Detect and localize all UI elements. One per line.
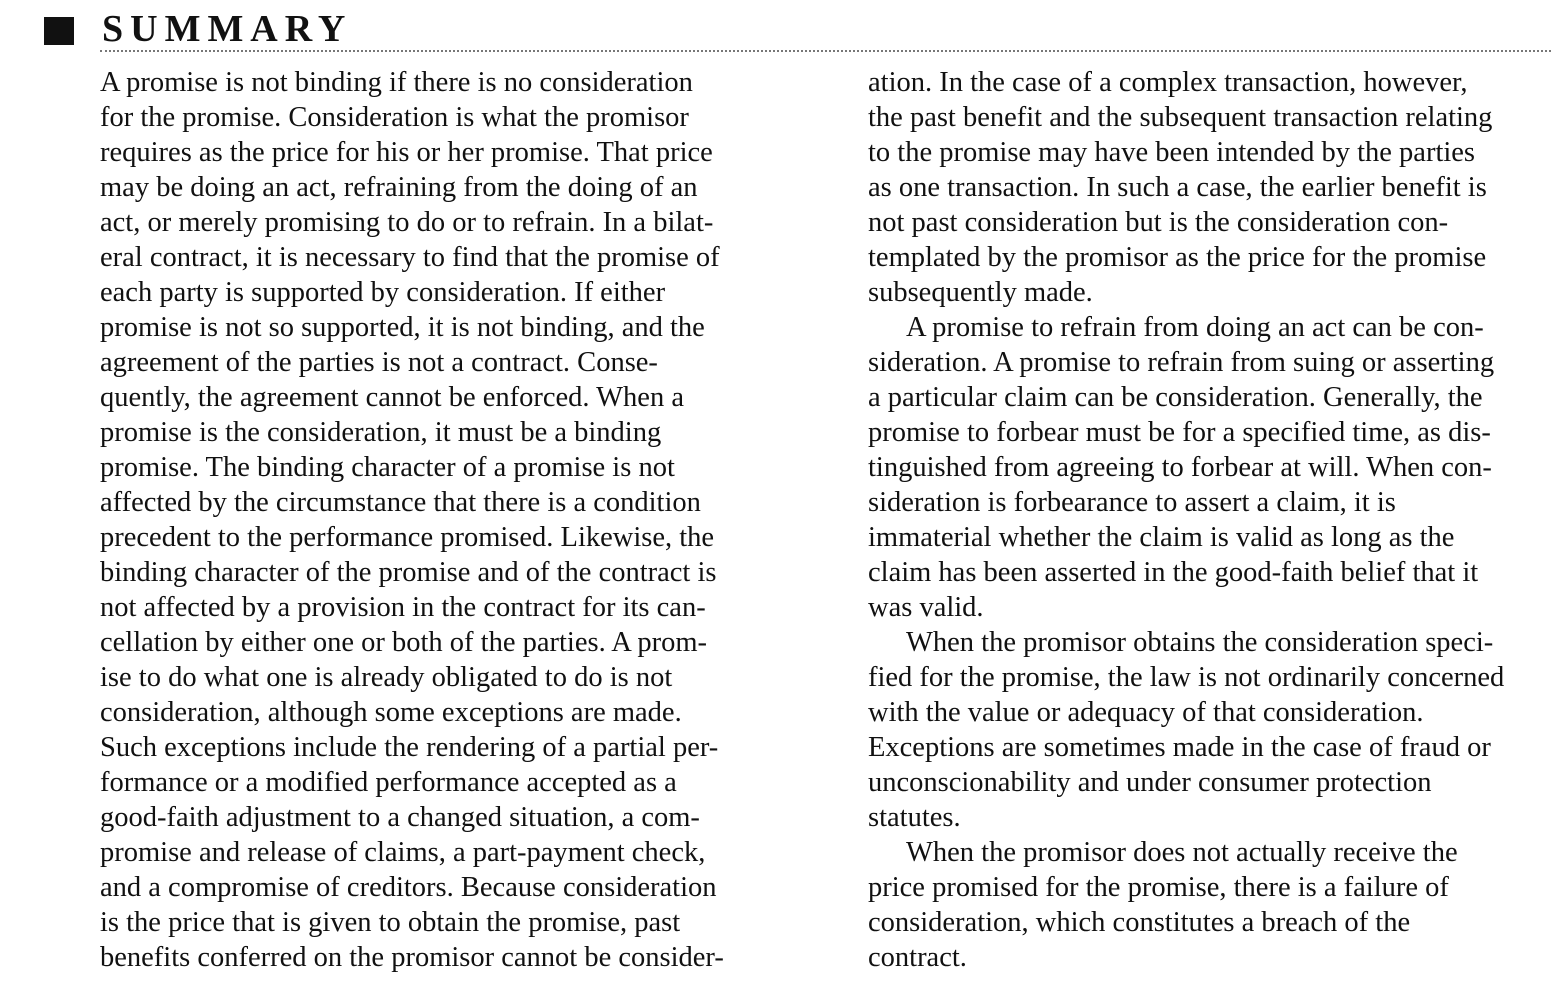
text-line: was valid. xyxy=(868,592,984,623)
text-line: and a compromise of creditors. Because consideration xyxy=(100,872,717,903)
text-line: requires as the price for his or her promise. That price xyxy=(100,137,713,168)
text-line: ation. In the case of a complex transaction, however, xyxy=(868,67,1468,98)
text-line: is the price that is given to obtain the promise, past xyxy=(100,907,681,938)
text-line: not past consideration but is the consideration con- xyxy=(868,207,1449,238)
text-line: price promised for the promise, there is a failure of xyxy=(868,872,1449,903)
text-line: precedent to the performance promised. Likewise, the xyxy=(100,522,715,553)
text-line: templated by the promisor as the price for the promise xyxy=(868,242,1487,273)
text-line: the past benefit and the subsequent transaction relating xyxy=(868,102,1493,133)
text-line: promise. The binding character of a promise is not xyxy=(100,452,675,483)
left-text-column xyxy=(100,65,820,975)
text-line: A promise to refrain from doing an act can be con- xyxy=(906,312,1484,343)
text-line: a particular claim can be consideration. Generally, the xyxy=(868,382,1483,413)
text-line: benefits conferred on the promisor cannot be consider- xyxy=(100,942,724,973)
text-line: may be doing an act, refraining from the doing of an xyxy=(100,172,698,203)
text-line: sideration is forbearance to assert a claim, it is xyxy=(868,487,1396,518)
text-line: cellation by either one or both of the parties. A prom- xyxy=(100,627,708,658)
text-line: statutes. xyxy=(868,802,961,833)
text-line: good-faith adjustment to a changed situation, a com- xyxy=(100,802,700,833)
text-line: tinguished from agreeing to forbear at will. When con- xyxy=(868,452,1492,483)
text-line: immaterial whether the claim is valid as long as the xyxy=(868,522,1455,553)
text-line: not affected by a provision in the contract for its can- xyxy=(100,592,706,623)
section-header xyxy=(0,0,1561,60)
section-title: SUMMARY xyxy=(102,8,353,50)
text-line: act, or merely promising to do or to refrain. In a bilat- xyxy=(100,207,714,238)
text-line: eral contract, it is necessary to find that the promise of xyxy=(100,242,720,273)
text-line: Exceptions are sometimes made in the case of fraud or xyxy=(868,732,1491,763)
text-line: binding character of the promise and of the contract is xyxy=(100,557,717,588)
text-line: promise is the consideration, it must be a binding xyxy=(100,417,662,448)
text-line: agreement of the parties is not a contract. Conse- xyxy=(100,347,658,378)
text-line: When the promisor obtains the consideration speci- xyxy=(906,627,1494,658)
header-divider xyxy=(100,50,1551,52)
text-line: contract. xyxy=(868,942,967,973)
text-line: When the promisor does not actually receive the xyxy=(906,837,1458,868)
text-line: affected by the circumstance that there is a condition xyxy=(100,487,701,518)
text-line: for the promise. Consideration is what the promisor xyxy=(100,102,689,133)
text-line: sideration. A promise to refrain from suing or asserting xyxy=(868,347,1495,378)
text-line: fied for the promise, the law is not ordinarily concerned xyxy=(868,662,1505,693)
text-line: unconscionability and under consumer protection xyxy=(868,767,1432,798)
text-line: promise and release of claims, a part-payment check, xyxy=(100,837,706,868)
text-line: consideration, which constitutes a breach of the xyxy=(868,907,1411,938)
text-line: to the promise may have been intended by the parties xyxy=(868,137,1476,168)
text-line: quently, the agreement cannot be enforced. When a xyxy=(100,382,684,413)
text-line: each party is supported by consideration. If either xyxy=(100,277,666,308)
right-text-column xyxy=(868,65,1561,975)
text-line: A promise is not binding if there is no consideration xyxy=(100,67,693,98)
text-line: promise is not so supported, it is not binding, and the xyxy=(100,312,705,343)
text-line: formance or a modified performance accepted as a xyxy=(100,767,677,798)
text-line: promise to forbear must be for a specified time, as dis- xyxy=(868,417,1491,448)
text-line: claim has been asserted in the good-faith belief that it xyxy=(868,557,1479,588)
text-line: subsequently made. xyxy=(868,277,1093,308)
text-line: Such exceptions include the rendering of a partial per- xyxy=(100,732,719,763)
text-line: ise to do what one is already obligated to do is not xyxy=(100,662,673,693)
text-line: consideration, although some exceptions are made. xyxy=(100,697,682,728)
text-line: as one transaction. In such a case, the earlier benefit is xyxy=(868,172,1487,203)
section-marker-square-icon xyxy=(44,17,74,45)
text-line: with the value or adequacy of that consideration. xyxy=(868,697,1424,728)
